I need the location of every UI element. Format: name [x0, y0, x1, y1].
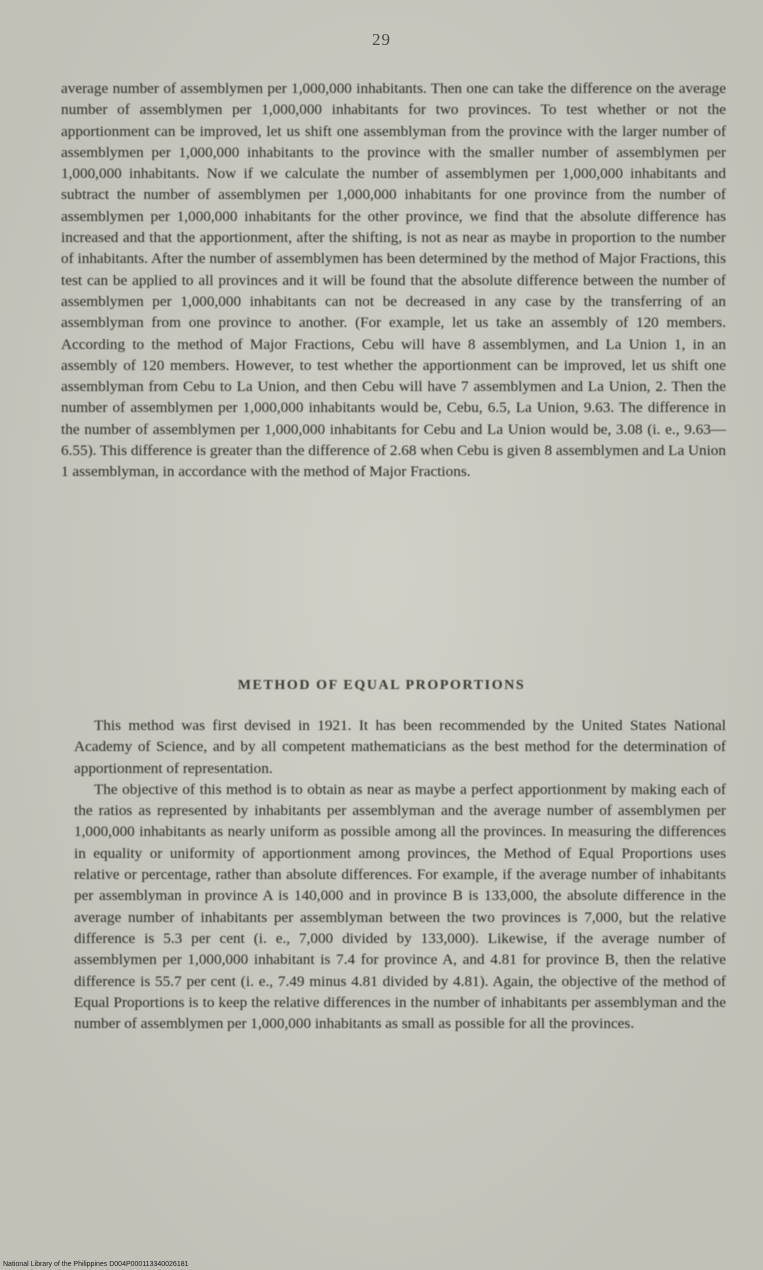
body-text-continued	[61, 78, 726, 483]
archive-footer-label: National Library of the Philippines D004P000113340026181	[3, 1261, 189, 1268]
paragraph-method-origin: This method was first devised in 1921. It has been recommended by the United States National Academy of Science, and by all competent mathematicians as the best method for the determination of apportionment of representation.	[74, 717, 726, 777]
section-heading: METHOD OF EQUAL PROPORTIONS	[237, 678, 526, 693]
paragraph-major-fractions-test: average number of assemblymen per 1,000,000 inhabitants. Then one can take the difference on the average number of assemblymen per 1,000,000 inhabitants for two provinces. To test whether or not the apportionment can be improved, let us shift one assemblyman from the province with the larger number of assemblymen per 1,000,000 inhabitants to the province with the smaller number of assemblymen per 1,000,000 inhabitants. Now if we calculate the number of assemblymen per 1,000,000 inhabitants and subtract the number of assemblymen per 1,000,000 inhabitants for one province from the number of assemblymen per 1,000,000 inhabitants for the other province, we find that the absolute difference has increased and that the apportionment, after the shifting, is not as near as maybe in proportion to the number of inhabitants. After the number of assemblymen has been determined by the method of Major Fractions, this test can be applied to all provinces and it will be found that the absolute difference between the number of assemblymen per 1,000,000 inhabitants can not be decreased in any case by the transferring of an assemblyman from one province to another. (For example, let us take an assembly of 120 members. According to the method of Major Fractions, Cebu will have 8 assemblymen, and La Union 1, in an assembly of 120 members. However, to test whether the apportionment can be improved, let us shift one assemblyman from Cebu to La Union, and then Cebu will have 7 assemblymen and La Union, 2. Then the number of assemblymen per 1,000,000 inhabitants would be, Cebu, 6.5, La Union, 9.63. The difference in the number of assemblymen per 1,000,000 inhabitants for Cebu and La Union would be, 3.08 (i. e., 9.63—6.55). This difference is greater than the difference of 2.68 when Cebu is given 8 assemblymen and La Union 1 assemblyman, in accordance with the method of Major Fractions.	[61, 80, 726, 481]
body-text-equal-proportions	[74, 715, 726, 1034]
paragraph-method-objective: The objective of this method is to obtain as near as maybe a perfect apportionment by making each of the ratios as represented by inhabitants per assemblyman and the average number of assemblymen per 1,000,000 inhabitants as nearly uniform as possible among all the provinces. In measuring the differences in equality or uniformity of apportionment among provinces, the Method of Equal Proportions uses relative or percentage, rather than absolute differences. For example, if the average number of inhabitants per assemblyman in province A is 140,000 and in province B is 133,000, the absolute difference in the average number of inhabitants per assemblyman between the two provinces is 7,000, but the relative difference is 5.3 per cent (i. e., 7,000 divided by 133,000). Likewise, if the average number of assemblymen per 1,000,000 inhabitant is 7.4 for province A, and 4.81 for province B, then the relative difference is 55.7 per cent (i. e., 7.49 minus 4.81 divided by 4.81). Again, the objective of the method of Equal Proportions is to keep the relative differences in the number of inhabitants per assemblyman and the number of assemblymen per 1,000,000 inhabitants as small as possible for all the provinces.	[74, 780, 726, 1033]
page-number: 29	[372, 30, 391, 49]
